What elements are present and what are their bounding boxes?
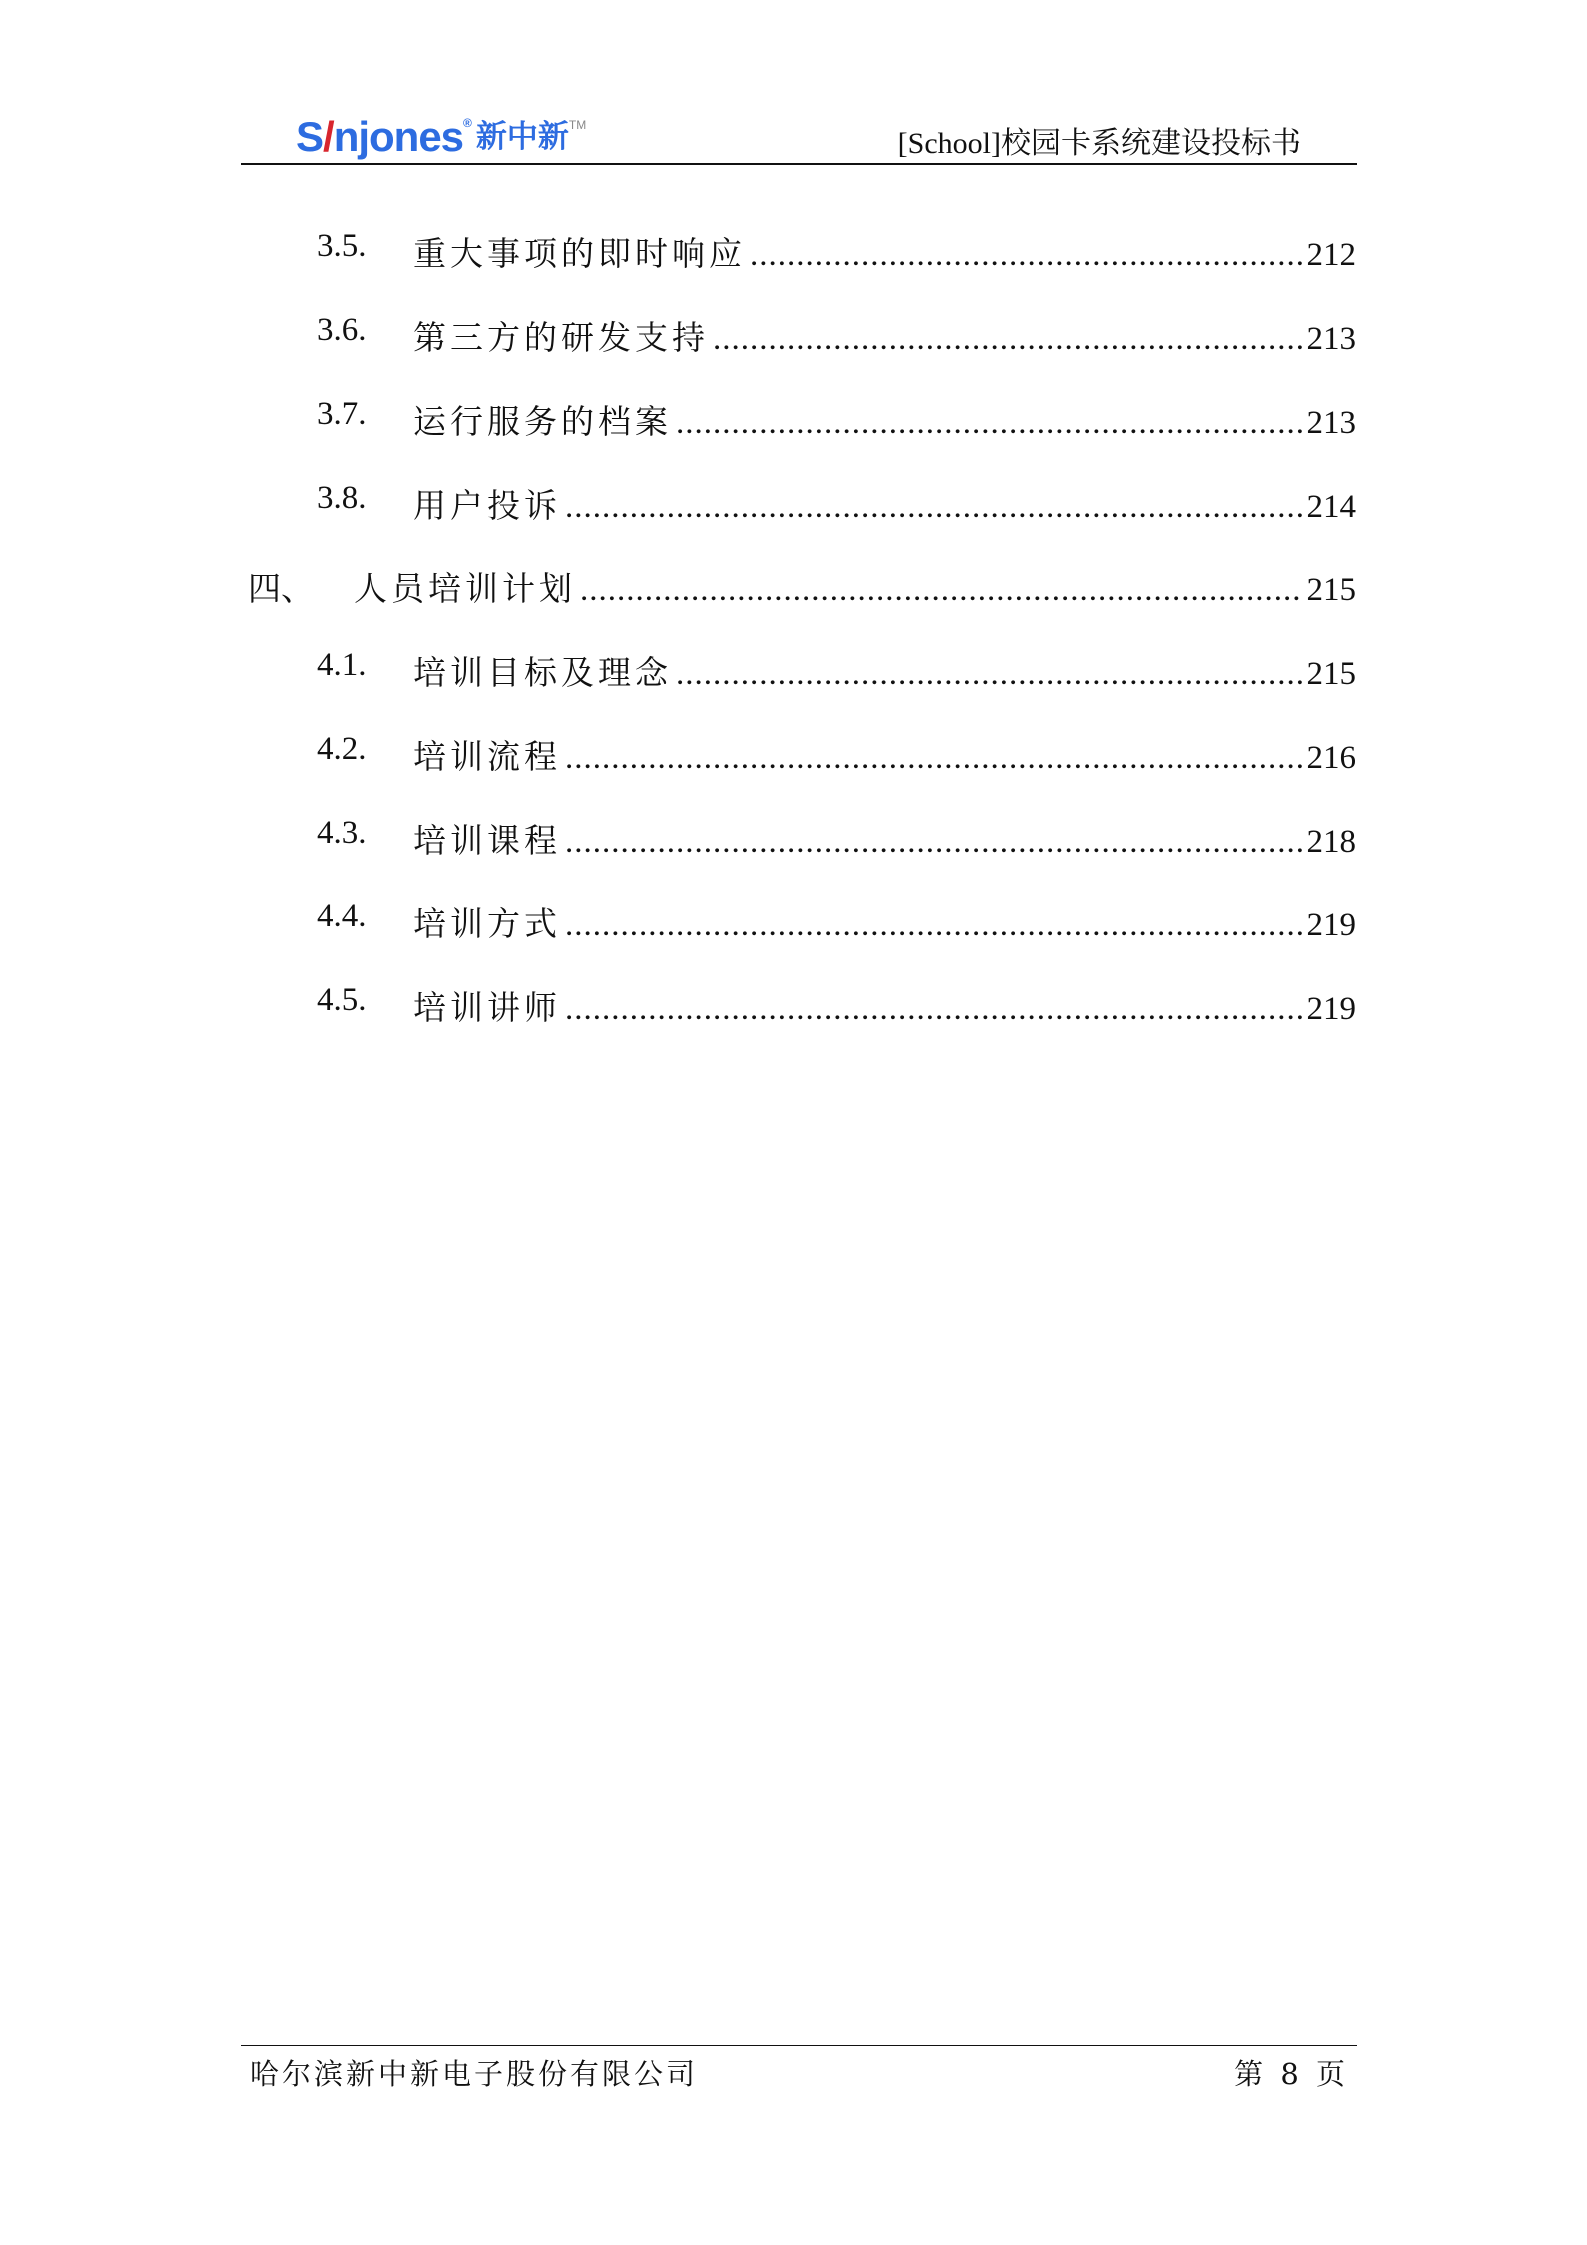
toc-leader-dots [565,489,1303,526]
toc-page: 214 [1306,489,1356,525]
footer-company: 哈尔滨新中新电子股份有限公司 [250,2057,699,2091]
toc-entry[interactable] [0,228,1587,272]
toc-leader-dots [750,237,1303,274]
toc-title: 运行服务的档案 [413,405,672,441]
toc-title: 第三方的研发支持 [413,321,709,357]
toc-line [413,898,1356,945]
toc-leader-dots [565,991,1303,1028]
toc-page: 219 [1306,907,1356,943]
page-number: 第 8 页 [1234,2057,1345,2091]
trademark-mark: TM [568,118,587,132]
toc-entry[interactable] [0,982,1587,1026]
toc-leader-dots [676,405,1303,442]
toc-page: 213 [1306,405,1356,441]
toc-entry[interactable] [0,480,1587,524]
toc-entry[interactable] [0,396,1587,440]
toc-leader-dots [580,572,1303,609]
toc-line [413,982,1356,1029]
toc-leader-dots [565,907,1303,944]
toc-number: 四、 [248,572,314,608]
toc-entry[interactable] [0,647,1587,691]
toc-leader-dots [565,824,1303,861]
toc-entry[interactable] [0,898,1587,942]
toc-number: 3.5. [317,228,367,264]
toc-line [413,312,1356,359]
toc-line [413,228,1356,275]
toc-line [413,731,1356,778]
toc-title: 培训流程 [413,740,561,776]
toc-number: 3.8. [317,480,367,516]
toc-leader-dots [565,740,1303,777]
toc-number: 3.6. [317,312,367,348]
toc-title: 人员培训计划 [354,572,576,608]
header-divider [241,163,1357,165]
toc-page: 218 [1306,824,1356,860]
toc-page: 215 [1306,572,1356,608]
toc-number: 4.5. [317,982,367,1018]
company-logo [296,114,586,160]
toc-number: 3.7. [317,396,367,432]
toc-entry[interactable] [0,312,1587,356]
toc-line [413,396,1356,443]
toc-title: 培训目标及理念 [413,656,672,692]
toc-page: 219 [1306,991,1356,1027]
document-title: [School]校园卡系统建设投标书 [897,127,1301,160]
registered-mark: ® [463,116,472,130]
toc-entry[interactable] [0,815,1587,859]
toc-title: 用户投诉 [413,489,561,525]
toc-page: 212 [1306,237,1356,273]
toc-page: 216 [1306,740,1356,776]
toc-line [413,815,1356,862]
toc-number: 4.1. [317,647,367,683]
toc-page: 213 [1306,321,1356,357]
toc-title: 培训讲师 [413,991,561,1027]
toc-line [413,480,1356,527]
toc-number: 4.4. [317,898,367,934]
toc-leader-dots [713,321,1303,358]
toc-page: 215 [1306,656,1356,692]
toc-number: 4.2. [317,731,367,767]
toc-leader-dots [676,656,1303,693]
footer-divider [241,2045,1357,2046]
logo-text: S/njones [296,113,464,160]
toc-entry[interactable] [0,731,1587,775]
toc-title: 培训课程 [413,824,561,860]
toc-title: 重大事项的即时响应 [413,237,746,273]
toc-line [413,647,1356,694]
toc-line [354,563,1356,610]
toc-title: 培训方式 [413,907,561,943]
toc-entry[interactable] [0,563,1587,607]
toc-number: 4.3. [317,815,367,851]
logo-cn: 新中新 [475,119,569,154]
